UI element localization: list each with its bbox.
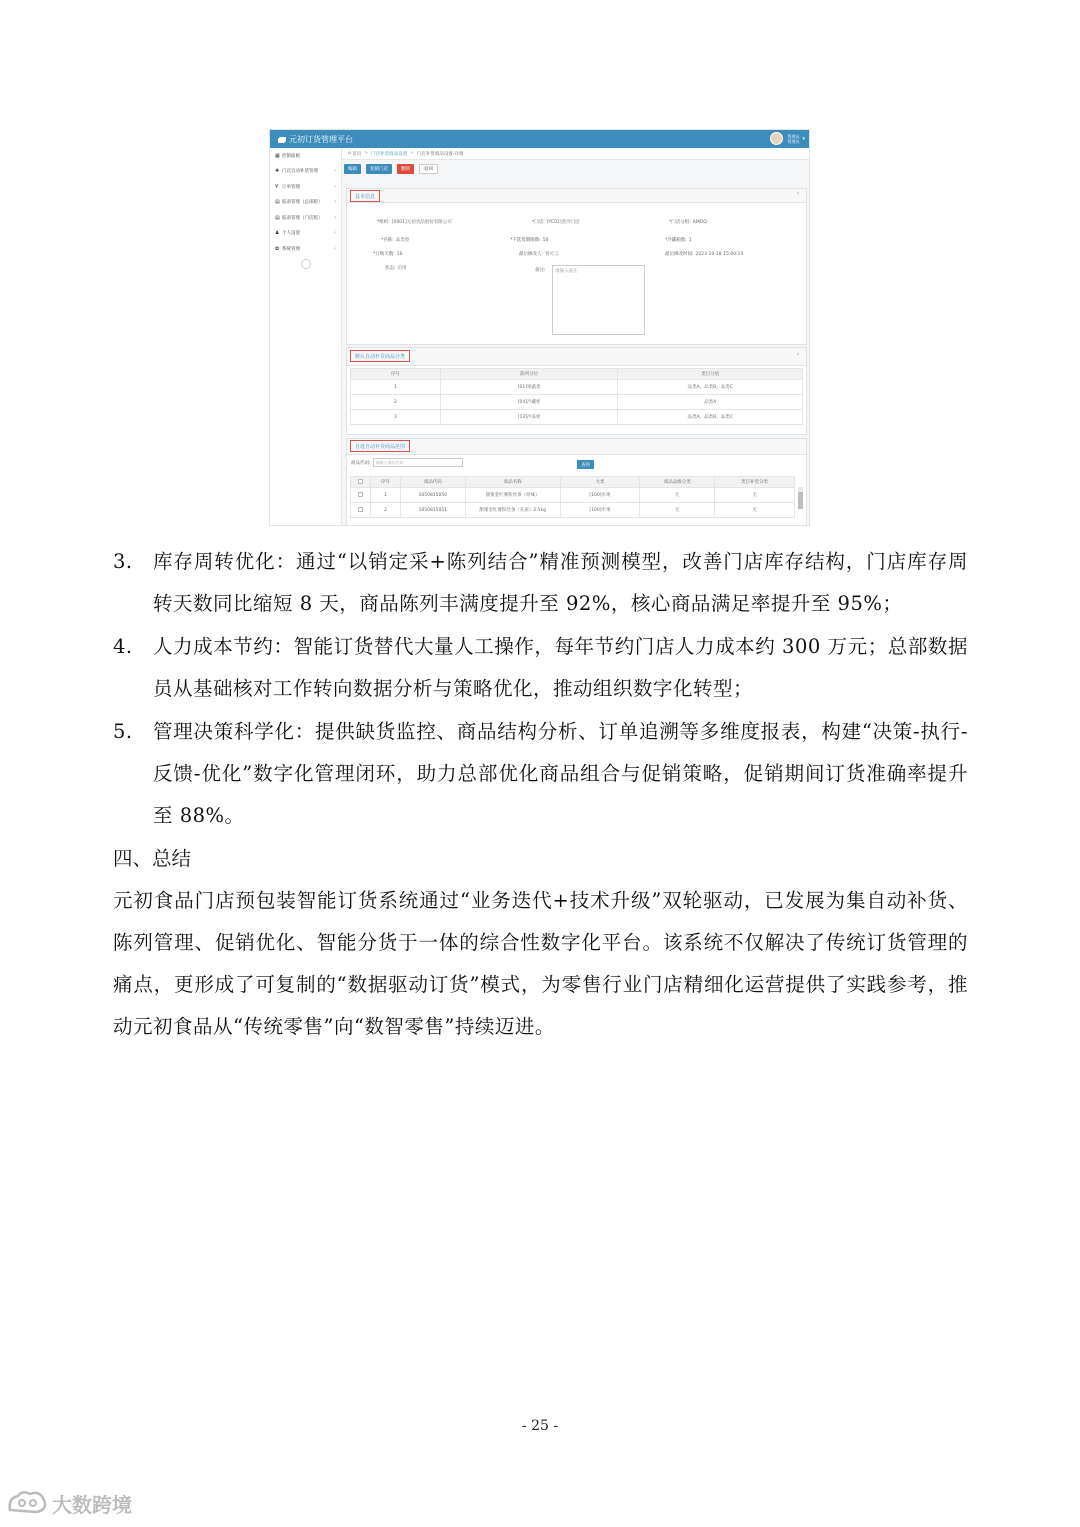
sidebar-item-report-store[interactable]: [270, 210, 341, 226]
sidebar-item-label: 系统管理: [282, 246, 300, 252]
copy-store-button[interactable]: 复制门店: [366, 164, 392, 174]
basic-info-title: 基本信息: [350, 190, 380, 202]
table-row[interactable]: 1 [01]果蔬类 品类A、品类B、品类C: [351, 380, 803, 395]
column-header[interactable]: 类目补货分类: [715, 477, 795, 488]
app-logo[interactable]: [278, 134, 353, 145]
report-store-icon: ▤: [275, 214, 280, 221]
remark-textarea[interactable]: 请输入备注: [552, 265, 645, 335]
dashboard-icon: ▦: [275, 152, 280, 159]
column-header[interactable]: 商品品级分类: [640, 477, 715, 488]
table-row[interactable]: 2 1050815051 甜蜜金红薯粉丝条（孔雀）2.5kg [100]水果 无 无: [351, 503, 795, 518]
list-item-3: [113, 541, 968, 625]
toolbar: [342, 160, 810, 177]
column-header[interactable]: 类目分值: [618, 369, 803, 380]
breadcrumb-detail: 门店补货商品设置-详情: [416, 151, 464, 157]
default-category-table: [350, 368, 803, 425]
gear-icon: ✿: [275, 245, 280, 252]
table-row[interactable]: 2 [04]冷藏柜 品类A: [351, 395, 803, 410]
search-bar: [351, 458, 463, 467]
list-text: 管理决策科学化：提供缺货监控、商品结构分析、订单追溯等多维度报表，构建“决策-执行-反馈-优化”数字化管理闭环，助力总部优化商品组合与促销策略，促销期间订货准确率提升至 88%。: [153, 720, 968, 827]
table-row[interactable]: 3 [13]冷冻柜 品类A、品类B、品类C: [351, 410, 803, 425]
chevron-left-icon: ‹: [334, 214, 336, 221]
list-number: 5.: [113, 720, 133, 743]
list-number: 4.: [113, 635, 133, 658]
default-category-title: 默认自动补货商品分类: [350, 350, 410, 362]
summary-paragraph: 元初食品门店预包装智能订货系统通过“业务迭代+技术升级”双轮驱动，已发展为集自动补货、陈列管理、促销优化、智能分货于一体的综合性数字化平台。该系统不仅解决了传统订货管理的痛点，更形成了可复制的“数据驱动订货”模式，为零售行业门店精细化运营提供了实践参考，推动元初食品从“传统零售”向“数智零售”持续迈进。: [113, 889, 968, 1038]
avatar: [770, 132, 783, 145]
field-store-group: *门店分组: AMOQ: [669, 220, 707, 225]
yen-icon: ¥: [275, 183, 279, 190]
user-name: 管理员: [787, 133, 800, 139]
sidebar-item-profile[interactable]: [270, 226, 341, 242]
field-modtime: 最后修改时间: 2023-10-18 15:00:15: [665, 252, 744, 257]
app-title: 元初订货管理平台: [289, 135, 353, 144]
field-days: *订购天数: 10: [373, 252, 403, 257]
chevron-left-icon: ‹: [334, 245, 336, 252]
sidebar-item-label: 个人设置: [282, 231, 300, 237]
table-row[interactable]: 1 1050815050 甜蜜金红薯粉丝条（原味） [100]水果 无 无: [351, 488, 795, 503]
column-header[interactable]: 序号: [351, 369, 441, 380]
column-header[interactable]: 商品代码: [400, 477, 465, 488]
list-item-5: [113, 711, 968, 837]
column-header[interactable]: 大类: [560, 477, 640, 488]
home-icon: ⌂: [348, 151, 353, 156]
main-content: [342, 148, 810, 526]
collapse-icon[interactable]: ⌃: [795, 192, 800, 198]
column-header[interactable]: 序号: [370, 477, 400, 488]
field-status: 状态: 启用: [385, 266, 407, 271]
search-label: 商品代码:: [351, 460, 371, 466]
chevron-left-icon: ‹: [334, 183, 336, 190]
leaf-logo-icon: [278, 137, 286, 143]
query-button[interactable]: 查询: [577, 460, 594, 469]
sidebar-item-label: 订单管理: [282, 184, 300, 190]
field-modifier: 最后修改人: 曾可云: [519, 252, 559, 257]
field-store: *门店: [YC01]金沙门店: [532, 220, 580, 225]
watermark-text: 大数跨境: [52, 1492, 132, 1517]
row-checkbox[interactable]: [351, 488, 371, 503]
user-menu[interactable]: [770, 132, 805, 145]
page-number: - 25 -: [521, 1418, 559, 1434]
sidebar-item-replenish[interactable]: [270, 164, 341, 180]
field-min: *不选货期限数: 50: [510, 238, 549, 243]
transfer-icon: ✚: [275, 168, 280, 175]
breadcrumb-home[interactable]: 首页: [352, 151, 362, 157]
watermark-logo-icon: [6, 1488, 48, 1518]
report-icon: ▤: [275, 199, 280, 206]
sidebar-item-label: 报表管理（门店版）: [282, 215, 323, 221]
basic-info-panel: [346, 188, 807, 345]
user-icon: ♟: [275, 230, 280, 237]
list-text: 人力成本节约：智能订货替代大量人工操作，每年节约门店人力成本约 300 万元；总部数据员从基础核对工作转向数据分析与策略优化，推动组织数字化转型；: [153, 635, 968, 700]
field-company: *组织: [0001]元初食品股份有限公司: [377, 220, 452, 225]
section-heading: 四、总结: [113, 847, 192, 870]
sidebar-item-dashboard[interactable]: [270, 148, 341, 164]
chevron-left-icon: ‹: [334, 168, 336, 175]
custom-range-title: 自选自动补货商品范围: [350, 440, 410, 452]
delete-button[interactable]: 删除: [397, 164, 414, 174]
app-header: [270, 130, 810, 148]
list-item-4: [113, 626, 968, 710]
breadcrumb: ⌂ 首页 > 门店补货商品设置 > 门店补货商品设置-详情: [342, 148, 810, 160]
list-number: 3.: [113, 550, 133, 573]
sidebar-item-system[interactable]: [270, 241, 341, 257]
list-text: 库存周转优化：通过“以销定采+陈列结合”精准预测模型，改善门店库存结构，门店库存周转天数同比缩短 8 天，商品陈列丰满度提升至 92%，核心商品满足率提升至 95%；: [153, 550, 968, 615]
chevron-left-icon: ‹: [334, 230, 336, 237]
chevron-left-icon: ‹: [334, 199, 336, 206]
table-scrollbar[interactable]: [798, 487, 803, 509]
select-all-checkbox[interactable]: [351, 477, 371, 488]
column-header[interactable]: 商品名称: [465, 477, 560, 488]
default-category-panel: [346, 347, 807, 435]
row-checkbox[interactable]: [351, 503, 371, 518]
custom-range-table: [350, 476, 795, 518]
sidebar-item-label: 控制面板: [282, 153, 300, 159]
watermark: [6, 1488, 132, 1518]
field-stock: *冷藏箱数: 1: [665, 238, 692, 243]
sidebar-item-report-hq[interactable]: [270, 195, 341, 211]
breadcrumb-settings[interactable]: 门店补货商品设置: [371, 151, 408, 157]
collapse-icon[interactable]: ⌃: [795, 353, 800, 359]
user-role: 管理员: [787, 138, 800, 144]
caret-down-icon: ▾: [802, 135, 805, 142]
user-info: [787, 134, 799, 144]
sidebar: [270, 148, 342, 526]
sidebar-collapse-button[interactable]: [301, 259, 311, 269]
search-input[interactable]: 请输入商品代码: [373, 458, 463, 467]
sidebar-item-label: 门店自动补货管理: [282, 169, 318, 175]
column-header[interactable]: 陈列分位: [440, 369, 618, 380]
back-button[interactable]: 返回: [419, 164, 438, 174]
edit-button[interactable]: 编辑: [344, 164, 361, 174]
embedded-screenshot: [269, 129, 810, 526]
custom-range-panel: [346, 438, 807, 526]
sidebar-item-orders[interactable]: [270, 179, 341, 195]
sidebar-item-label: 报表管理（总部版）: [282, 200, 323, 206]
field-remark-label: 备注:: [535, 268, 546, 273]
field-name: *名称: 品类型: [381, 238, 410, 243]
